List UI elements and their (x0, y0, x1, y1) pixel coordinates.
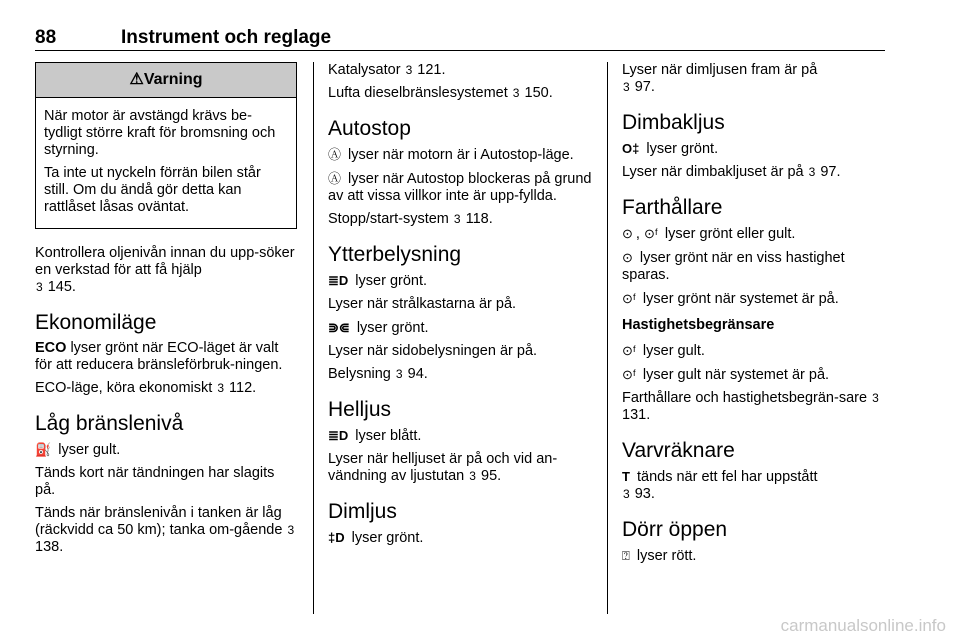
page-ref[interactable]: 94. (407, 366, 428, 382)
ref-arrow-icon: 3 (395, 367, 403, 381)
page-ref[interactable]: 145. (47, 279, 76, 295)
fuel-paragraph-1: ⛽ lyser gult. (35, 442, 121, 458)
tachometer-icon: T (622, 469, 630, 484)
warning-header (36, 63, 296, 98)
fuel-paragraph-2: Tänds kort när tändningen har slagits på. (35, 465, 275, 498)
varv-paragraph: T tänds när ett fel har uppstått 3 93. (622, 469, 818, 502)
diesel-paragraph: Lufta dieselbränslesystemet 3 150. (328, 85, 553, 101)
autostop-paragraph-1: Ⓐ lyser när motorn är i Autostop-läge. (328, 147, 574, 163)
rear-fog-light-icon: O‡ (622, 141, 640, 156)
ref-arrow-icon: 3 (36, 280, 43, 294)
warning-paragraph-1: När motor är avstängd krävs be-tydligt större kraft för bromsning och styrning. (44, 108, 276, 158)
column-divider-1 (313, 62, 314, 614)
autostop-paragraph-2: Ⓐ lyser när Autostop blockeras på grund av att vissa villkor inte är upp-fyllda. (328, 171, 592, 204)
eco-ref-paragraph: ECO-läge, köra ekonomiskt 3 112. (35, 380, 257, 396)
kat-paragraph: Katalysator 3 121. (328, 62, 446, 78)
dorr-paragraph: ⍰ lyser rött. (622, 548, 697, 564)
page-ref[interactable]: 138. (35, 539, 64, 555)
warning-box (35, 62, 297, 229)
high-beam-icon: ≣D (328, 428, 349, 443)
page-ref[interactable]: 118. (465, 211, 493, 227)
page-ref[interactable]: 150. (524, 85, 553, 101)
headlight-icon: ≣D (328, 273, 349, 288)
ytter-paragraph-1: ≣D lyser grönt. (328, 273, 428, 289)
page-ref[interactable]: 131. (622, 407, 651, 423)
heading-hastighetsbegransare: Hastighetsbegränsare (622, 317, 775, 333)
hast-paragraph-3: Farthållare och hastighetsbegrän-sare 3 131. (622, 390, 879, 423)
ref-arrow-icon: 3 (623, 80, 630, 94)
heading-dorr-oppen: Dörr öppen (622, 518, 728, 541)
ref-arrow-icon: 3 (623, 487, 630, 501)
warning-title: Varning (143, 71, 203, 88)
heading-ekonomilage: Ekonomiläge (35, 311, 157, 334)
oil-paragraph: Kontrollera oljenivån innan du upp-söker en verkstad för att få hjälp 3 145. (35, 245, 295, 295)
dim-fram-paragraph: Lyser när dimljusen fram är på 3 97. (622, 62, 818, 95)
page-ref[interactable]: 121. (417, 62, 446, 78)
cruise-control-icon: ⊙ (622, 250, 633, 265)
fuel-pump-icon: ⛽ (35, 442, 52, 457)
helljus-paragraph-1: ≣D lyser blått. (328, 428, 422, 444)
cruise-control-active-icon: ⊙ᶠ (622, 291, 636, 306)
cruise-control-icon: ⊙ (622, 226, 633, 241)
ref-arrow-icon: 3 (405, 63, 413, 77)
fart-paragraph-1: ⊙ , ⊙ᶠ lyser grönt eller gult. (622, 226, 796, 242)
eco-paragraph: ECO lyser grönt när ECO-läget är valt för att reducera bränsleförbruk-ningen. (35, 340, 283, 373)
fog-light-icon: ‡D (328, 530, 345, 545)
fuel-paragraph-3: Tänds när bränslenivån i tanken är låg (räckvidd ca 50 km); tanka om-gående 3 138. (35, 505, 295, 555)
ref-arrow-icon: 3 (287, 523, 295, 537)
column-1 (35, 62, 297, 562)
heading-farthallare: Farthållare (622, 196, 723, 219)
hast-paragraph-2: ⊙ᶠ lyser gult när systemet är på. (622, 367, 830, 383)
page-ref[interactable]: 97. (820, 164, 841, 180)
ref-arrow-icon: 3 (469, 469, 476, 483)
fart-paragraph-3: ⊙ᶠ lyser grönt när systemet är på. (622, 291, 839, 307)
heading-varvraknare: Varvräknare (622, 439, 735, 462)
heading-autostop: Autostop (328, 117, 411, 140)
page-ref[interactable]: 95. (481, 468, 502, 484)
ytter-paragraph-2: Lyser när strålkastarna är på. (328, 296, 517, 312)
ref-arrow-icon: 3 (453, 212, 461, 226)
warning-icon: ⚠ (129, 71, 144, 88)
page-ref[interactable]: 93. (634, 486, 655, 502)
heading-lag-bransleniva: Låg bränslenivå (35, 412, 184, 435)
startstop-paragraph: Stopp/start-system 3 118. (328, 211, 493, 227)
page-number: 88 (35, 27, 57, 48)
page-ref[interactable]: 112. (229, 380, 257, 396)
column-divider-2 (607, 62, 608, 614)
page-title: Instrument och reglage (121, 27, 332, 48)
autostop-icon: Ⓐ (328, 147, 342, 162)
helljus-paragraph-2: Lyser när helljuset är på och vid an-vändning av ljustutan 3 95. (328, 451, 558, 484)
fart-paragraph-2: ⊙ lyser grönt när en viss hastighet sparas. (622, 250, 845, 283)
speed-limiter-icon: ⊙ᶠ (622, 343, 636, 358)
hast-paragraph-1: ⊙ᶠ lyser gult. (622, 343, 705, 359)
ref-arrow-icon: 3 (808, 165, 816, 179)
ref-arrow-icon: 3 (872, 391, 879, 405)
speed-limiter-icon: ⊙ᶠ (622, 367, 636, 382)
ytter-paragraph-4: Lyser när sidobelysningen är på. (328, 343, 538, 359)
side-light-icon: ⋑⋐ (328, 320, 350, 335)
watermark: carmanualsonline.info (780, 616, 946, 635)
eco-symbol-icon: ECO (35, 340, 67, 356)
ytter-paragraph-3: ⋑⋐ lyser grönt. (328, 320, 429, 336)
cruise-control-active-icon: ⊙ᶠ (643, 226, 658, 241)
belysning-paragraph: Belysning 3 94. (328, 366, 428, 382)
heading-dimljus: Dimljus (328, 500, 397, 523)
door-open-icon: ⍰ (622, 548, 630, 563)
page-ref[interactable]: 97. (634, 79, 655, 95)
column-3 (622, 62, 890, 571)
heading-helljus: Helljus (328, 398, 392, 421)
ref-arrow-icon: 3 (512, 86, 520, 100)
autostop-blocked-icon: Ⓐ (328, 171, 342, 186)
heading-ytterbelysning: Ytterbelysning (328, 243, 462, 266)
ref-arrow-icon: 3 (217, 381, 225, 395)
warning-paragraph-2: Ta inte ut nyckeln förrän bilen står still. Om du ändå gör detta kan rattlåset låsas oväntat. (44, 165, 261, 215)
dimbak-paragraph-2: Lyser när dimbakljuset är på 3 97. (622, 164, 841, 180)
dimbak-paragraph-1: O‡ lyser grönt. (622, 141, 719, 157)
page-header (35, 24, 885, 51)
column-2 (328, 62, 596, 553)
dimljus-paragraph: ‡D lyser grönt. (328, 530, 424, 546)
heading-dimbakljus: Dimbakljus (622, 111, 725, 134)
